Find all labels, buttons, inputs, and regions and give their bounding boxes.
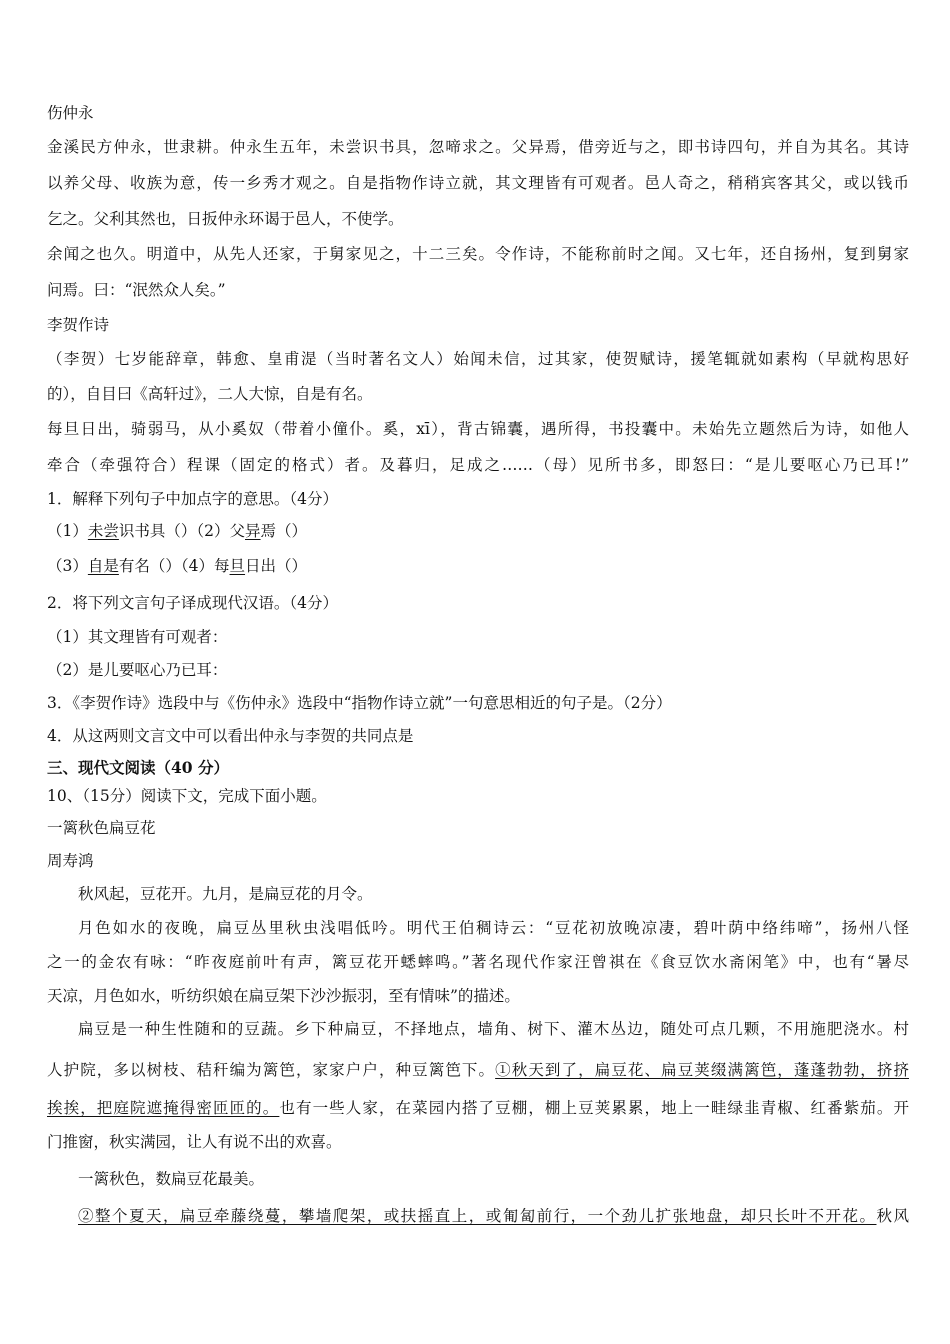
question-1-row-1: （1）未尝识书具（）（2）父异焉（） <box>47 522 308 540</box>
section-heading: 三、现代文阅读（40 分） <box>47 758 229 777</box>
question-3: 3．《李贺作诗》选段中与《伤仲永》选段中“指物作诗立就”一句意思相近的句子是。（2分） <box>47 694 672 712</box>
article-paragraph: 扁豆是一种生性随和的豆蔬。乡下种扁豆，不择地点，墙角、树下、灌木丛边，随处可点几颗，不用施肥浇水。村 <box>78 1020 909 1038</box>
section-item: 10、（15分）阅读下文，完成下面小题。 <box>47 787 327 805</box>
underlined-sentence-1: ①秋天到了，扁豆花、扁豆荚缀满篱笆，蓬蓬勃勃，挤挤 <box>495 1061 909 1079</box>
article-title: 一篱秋色扁豆花 <box>47 819 156 837</box>
article-paragraph-line: 挨挨，把庭院遮掩得密匝匝的。也有一些人家，在菜园内搭了豆棚，棚上豆荚累累，地上一畦绿韭青椒、红番紫茄。开 <box>47 1099 909 1117</box>
question-1: 1．解释下列句子中加点字的意思。（4分） <box>47 490 338 508</box>
article-paragraph: 一篱秋色，数扁豆花最美。 <box>78 1170 265 1188</box>
passage1-line: 以养父母、收族为意，传一乡秀才观之。自是指物作诗立就，其文理皆有可观者。邑人奇之，稍稍宾客其父，或以钱币 <box>47 174 909 192</box>
underlined-sentence-2: ②整个夏天，扁豆牵藤绕蔓，攀墙爬架，或扶摇直上，或匍匐前行，一个劲儿扩张地盘，却只长叶不开花。 <box>78 1207 877 1225</box>
passage2-line: 的），自目曰《高轩过》，二人大惊，自是有名。 <box>47 385 373 403</box>
passage1-line: 问焉。曰：“泯然众人矣。” <box>47 281 226 299</box>
article-paragraph-line: 天凉，月色如水，听纺织娘在扁豆架下沙沙振羽，至有情味”的描述。 <box>47 987 520 1005</box>
dotted-word: 自是 <box>87 557 119 575</box>
passage2-line: 牵合（牵强符合）程课（固定的格式）者。及暮归，足成之……（母）见所书多，即怒曰：“是儿要呕心乃已耳!” <box>47 456 909 474</box>
passage2-title: 李贺作诗 <box>47 316 110 334</box>
question-2-sentence-2: （2）是儿要呕心乃已耳： <box>47 661 228 679</box>
article-paragraph-line: 门推窗，秋实满园，让人有说不出的欢喜。 <box>47 1133 342 1151</box>
article-paragraph-line: 之一的金农有咏：“昨夜庭前叶有声，篱豆花开蟋蟀鸣。”著名现代作家汪曾祺在《食豆饮水斋闲笔》中，也有“暑尽 <box>47 953 909 971</box>
passage1-line: 余闻之也久。明道中，从先人还家，于舅家见之，十二三矣。令作诗，不能称前时之闻。又七年，还自扬州，复到舅家 <box>47 245 909 263</box>
passage2-line: 每旦日出，骑弱马，从小奚奴（带着小僮仆。奚，xī），背古锦囊，遇所得，书投囊中。未始先立题然后为诗，如他人 <box>47 420 909 438</box>
passage1-line: 乞之。父利其然也，日扳仲永环谒于邑人，不使学。 <box>47 210 404 228</box>
article-author: 周寿鸿 <box>47 852 94 870</box>
question-1-row-2: （3）自是有名（）（4）每旦日出（） <box>47 557 308 575</box>
question-2-sentence-1: （1）其文理皆有可观者： <box>47 628 228 646</box>
dotted-word: 异 <box>245 522 261 540</box>
underlined-sentence-1: 挨挨，把庭院遮掩得密匝匝的。 <box>47 1099 280 1117</box>
passage1-title: 伤仲永 <box>47 104 94 122</box>
passage2-line: （李贺）七岁能辞章，韩愈、皇甫湜（当时著名文人）始闻未信，过其家，使贺赋诗，援笔辄就如素构（早就构思好 <box>47 350 909 368</box>
dotted-word: 旦 <box>229 557 246 575</box>
passage1-line: 金溪民方仲永，世隶耕。仲永生五年，未尝识书具，忽啼求之。父异焉，借旁近与之，即书诗四句，并自为其名。其诗 <box>47 138 909 156</box>
question-4: 4．从这两则文言文中可以看出仲永与李贺的共同点是 <box>47 727 414 745</box>
article-paragraph: ②整个夏天，扁豆牵藤绕蔓，攀墙爬架，或扶摇直上，或匍匐前行，一个劲儿扩张地盘，却只长叶不开花。秋风 <box>78 1207 909 1225</box>
question-2: 2．将下列文言句子译成现代汉语。（4分） <box>47 594 338 612</box>
article-paragraph: 秋风起，豆花开。九月，是扁豆花的月令。 <box>78 885 373 903</box>
article-paragraph: 月色如水的夜晚，扁豆丛里秋虫浅唱低吟。明代王伯稠诗云：“豆花初放晚凉凄，碧叶荫中络纬啼”，扬州八怪 <box>78 919 909 937</box>
dotted-word: 未尝 <box>87 522 119 540</box>
article-paragraph-line: 人护院，多以树枝、秸秆编为篱笆，家家户户，种豆篱笆下。①秋天到了，扁豆花、扁豆荚缀满篱笆，蓬蓬勃勃，挤挤 <box>47 1061 909 1079</box>
